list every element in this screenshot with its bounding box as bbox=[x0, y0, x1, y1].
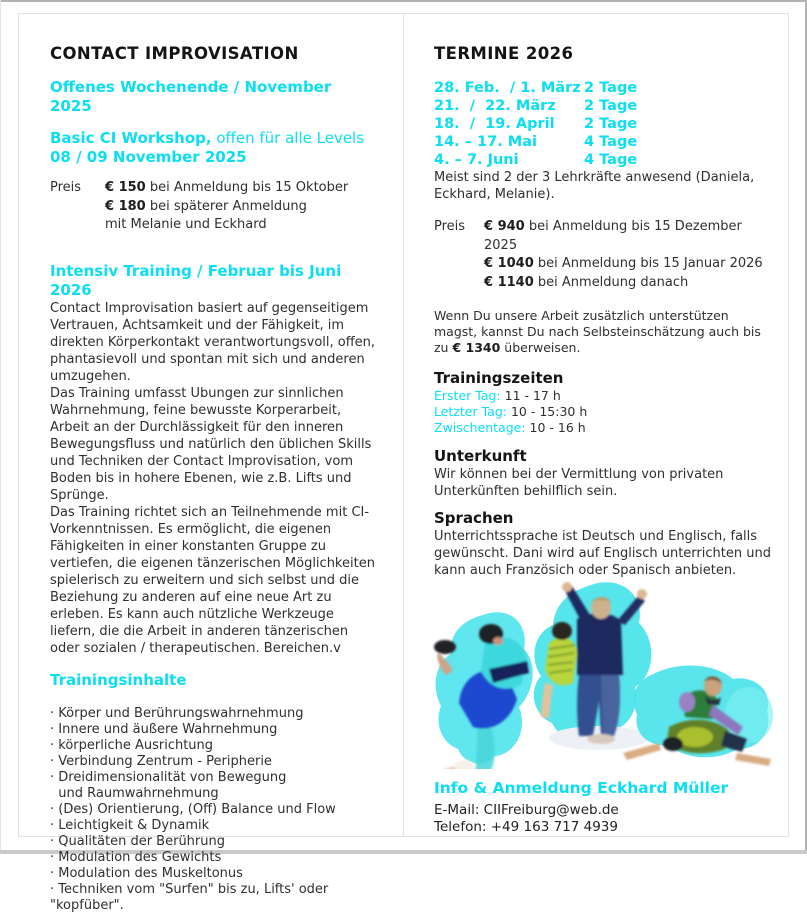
email-label: E-Mail: bbox=[434, 802, 480, 819]
duration-cell: 4 Tage bbox=[584, 152, 638, 168]
list-item: · (Des) Orientierung, (Off) Balance und Flow bbox=[50, 801, 336, 817]
table-row bbox=[434, 115, 774, 133]
email-line bbox=[434, 802, 774, 819]
date-cell: 14. – 17. Mai bbox=[434, 134, 537, 150]
list-item: · Techniken vom "Surfen" bis zu, Lifts' oder "kopfüber". bbox=[50, 881, 333, 913]
price-condition: bei Anmeldung bis 15 Oktober bbox=[145, 180, 349, 195]
price-amount: € 180 bbox=[105, 198, 146, 214]
price-line bbox=[484, 255, 774, 274]
page-title-contact-improvisation: CONTACT IMPROVISATION bbox=[50, 44, 299, 63]
time-value: 10 - 15:30 h bbox=[506, 403, 588, 419]
training-content-paragraph: Das Training umfasst Ubungen zur sinnlichen Wahrnehmung, feine bewusste Korperarbeit, Arbeit an der Durchlässigkeit für den inneren Bewegungsfluss und natürlich den üblichen Skills und Techniken der Contact Improvisation, vom Boden bis in hohere Ebenen, wie z.B. Lifts und Sprünge. bbox=[50, 385, 372, 503]
date-cell: 18. / 19. April bbox=[434, 116, 555, 132]
trainingsinhalte-heading: Trainingsinhalte bbox=[50, 670, 187, 689]
time-row bbox=[434, 388, 774, 404]
dancers-photo-collage bbox=[434, 579, 774, 769]
list-item-continuation: und Raumwahrnehmung bbox=[50, 785, 219, 801]
time-row bbox=[434, 404, 774, 420]
duration-cell: 2 Tage bbox=[584, 98, 638, 114]
table-row bbox=[434, 79, 774, 97]
sprachen-heading: Sprachen bbox=[434, 509, 514, 528]
support-text: Wenn Du unsere Arbeit zusätzlich unterstützen magst, kannst Du nach Selbsteinschätzung auch bis zu bbox=[434, 308, 761, 355]
list-item: · Innere und äußere Wahrnehmung bbox=[50, 721, 278, 737]
price-lines bbox=[484, 218, 774, 292]
price-amount: € 1040 bbox=[484, 256, 534, 271]
duration-cell: 2 Tage bbox=[584, 116, 638, 132]
time-label: Erster Tag: bbox=[434, 387, 501, 403]
list-item: · Modulation des Muskeltonus bbox=[50, 865, 243, 881]
list-item: · Körper und Berührungswahrnehmung bbox=[50, 705, 304, 721]
price-amount: € 940 bbox=[484, 219, 525, 234]
price-amount: € 1140 bbox=[484, 274, 534, 290]
price-condition: bei Anmeldung bis 15 Januar 2026 bbox=[533, 256, 763, 271]
time-value: 10 - 16 h bbox=[525, 420, 586, 436]
price-teachers-note: mit Melanie und Eckhard bbox=[105, 217, 267, 232]
contact-heading: Info & Anmeldung Eckhard Müller bbox=[434, 779, 729, 798]
time-label: Letzter Tag: bbox=[434, 403, 507, 419]
support-text-end: überweisen. bbox=[500, 340, 581, 355]
phone-label: Telefon: bbox=[434, 819, 487, 836]
training-topics-list bbox=[50, 706, 377, 914]
basic-workshop-heading bbox=[50, 129, 377, 167]
price-block-november bbox=[50, 179, 377, 235]
price-condition: bei späterer Anmeldung bbox=[145, 198, 307, 214]
duration-cell: 4 Tage bbox=[584, 134, 638, 150]
table-row bbox=[434, 151, 774, 169]
table-row bbox=[434, 133, 774, 151]
list-item: · Modulation des Gewichts bbox=[50, 849, 222, 865]
page-title-termine: TERMINE 2026 bbox=[434, 44, 574, 63]
window-edge-top bbox=[0, 0, 807, 2]
dancers-photo-1 bbox=[434, 613, 533, 770]
price-line bbox=[105, 198, 348, 217]
price-condition: bei Anmeldung danach bbox=[533, 274, 689, 290]
trainingszeiten-heading: Trainingszeiten bbox=[434, 368, 564, 387]
dates-table bbox=[434, 79, 774, 169]
price-amount: € 150 bbox=[105, 180, 146, 195]
price-line bbox=[484, 218, 774, 255]
dancers-photo-2 bbox=[534, 582, 652, 750]
window-edge-left bbox=[0, 0, 1, 854]
list-item: · Qualitäten der Berührung bbox=[50, 833, 225, 849]
list-item: · Dreidimensionalität von Bewegung bbox=[50, 769, 287, 785]
phone-value: +49 163 717 4939 bbox=[486, 819, 618, 836]
time-label: Zwischentage: bbox=[434, 420, 526, 436]
support-note bbox=[434, 308, 774, 356]
price-line bbox=[484, 274, 774, 293]
price-block-2026 bbox=[434, 218, 774, 292]
basic-workshop-title: Basic CI Workshop, bbox=[50, 129, 212, 147]
time-row bbox=[434, 420, 774, 436]
target-audience-paragraph: Das Training richtet sich an Teilnehmende mit CI-Vorkenntnissen. Es ermöglicht, die eigenen Fähigkeiten in einer konstanten Gruppe zu vertiefen, die eigenen tänzerischen Möglichkeiten spielerisch zu erweitern und sich selbst und die Beziehung zu anderen auf eine neue Art zu erleben. Es kann auch nützliche Werkzeuge liefern, die die Arbeit in anderen tänzerischen oder sozialen / therapeutischen. Bereichen.v bbox=[50, 504, 375, 656]
list-item: · körperliche Ausrichtung bbox=[50, 737, 214, 753]
unterkunft-text: Wir können bei der Vermittlung von privaten Unterkünften behilflich sein. bbox=[434, 467, 724, 500]
basic-workshop-subtitle: offen für alle Levels bbox=[211, 129, 365, 147]
price-line bbox=[105, 179, 348, 198]
dancers-illustration bbox=[429, 573, 775, 769]
email-value: CIIFreiburg@web.de bbox=[479, 802, 619, 819]
sprachen-text: Unterrichtssprache ist Deutsch und Englisch, falls gewünscht. Dani wird auf Englisch unterrichten und kann auch Französich oder Spanisch anbieten. bbox=[434, 529, 771, 579]
left-page bbox=[19, 14, 404, 913]
price-label: Preis bbox=[50, 180, 82, 195]
unterkunft-heading: Unterkunft bbox=[434, 447, 527, 466]
price-label: Preis bbox=[434, 219, 466, 234]
right-page bbox=[404, 14, 788, 836]
intro-paragraph: Contact Improvisation basiert auf gegenseitigem Vertrauen, Achtsamkeit und der Fähigkeit, im direkten Körperkontakt verantwortungsvoll, offen, phantasievoll und spontan mit sich und anderen umzugehen. bbox=[50, 300, 376, 384]
date-cell: 4. – 7. Juni bbox=[434, 152, 519, 168]
date-cell: 21. / 22. März bbox=[434, 98, 556, 114]
intensiv-training-heading: Intensiv Training / Februar bis Juni 2026 bbox=[50, 261, 342, 299]
date-cell: 28. Feb. / 1. März bbox=[434, 80, 581, 96]
list-item: · Leichtigkeit & Dynamik bbox=[50, 817, 210, 833]
list-item: · Verbindung Zentrum - Peripherie bbox=[50, 753, 272, 769]
table-row bbox=[434, 97, 774, 115]
phone-line bbox=[434, 819, 774, 836]
price-condition: bei Anmeldung bis 15 Dezember 2025 bbox=[484, 219, 742, 253]
support-amount: € 1340 bbox=[452, 340, 501, 355]
price-lines bbox=[105, 179, 348, 235]
duration-cell: 2 Tage bbox=[584, 80, 638, 96]
teachers-note: Meist sind 2 der 3 Lehrkräfte anwesend (Daniela, Eckhard, Melanie). bbox=[434, 170, 755, 202]
brochure-sheet bbox=[18, 13, 789, 913]
time-value: 11 - 17 h bbox=[500, 387, 561, 403]
weekend-heading: Offenes Wochenende / November 2025 bbox=[50, 78, 332, 115]
basic-workshop-date: 08 / 09 November 2025 bbox=[50, 148, 247, 166]
training-times-list bbox=[434, 388, 774, 437]
dancers-photo-3 bbox=[623, 666, 773, 767]
